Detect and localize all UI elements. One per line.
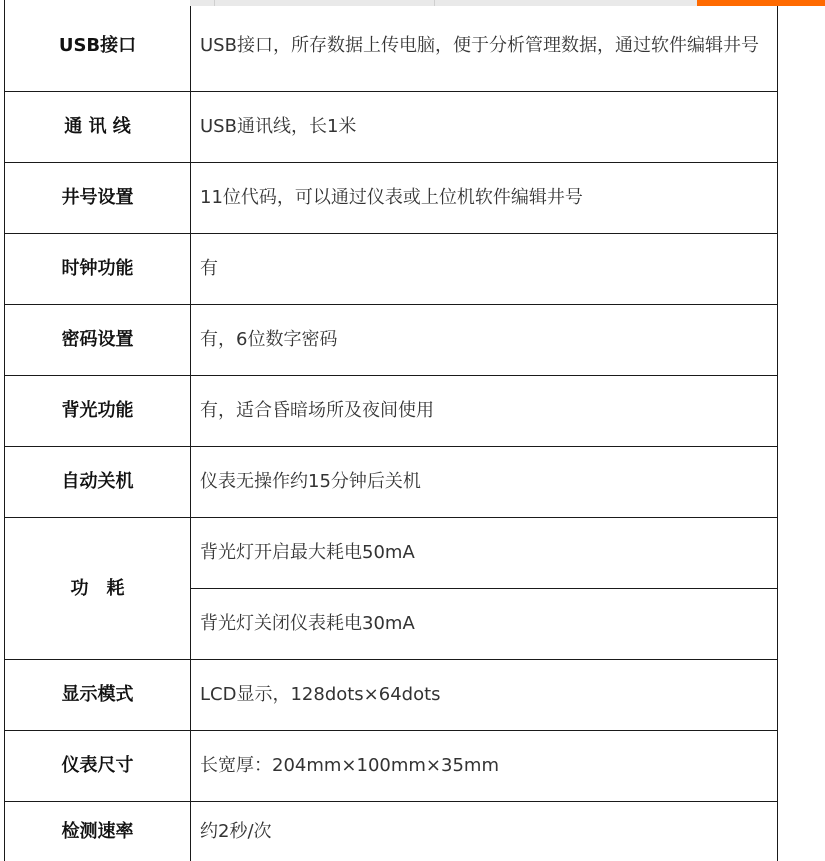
spec-value: 背光灯关闭仪表耗电30mA (191, 588, 778, 659)
spec-value: 约2秒/次 (191, 801, 778, 861)
spec-row-well-number (5, 162, 778, 233)
spec-row-auto-off (5, 446, 778, 517)
spec-value: USB通讯线，长1米 (191, 91, 778, 162)
spec-value: 背光灯开启最大耗电50mA (191, 517, 778, 588)
spec-row-usb-port (5, 0, 778, 91)
spec-row-power-consumption (5, 517, 778, 588)
spec-row-display-mode (5, 659, 778, 730)
spec-label: 仪表尺寸 (5, 730, 191, 801)
top-tab-segment[interactable] (215, 0, 435, 6)
spec-row-cable (5, 91, 778, 162)
spec-label: 自动关机 (5, 446, 191, 517)
spec-label: 时钟功能 (5, 233, 191, 304)
top-tab-segment[interactable] (190, 0, 215, 6)
spec-label: 密码设置 (5, 304, 191, 375)
spec-value: 仪表无操作约15分钟后关机 (191, 446, 778, 517)
spec-label: 功 耗 (5, 517, 191, 659)
spec-value: 有，适合昏暗场所及夜间使用 (191, 375, 778, 446)
spec-value: 11位代码，可以通过仪表或上位机软件编辑井号 (191, 162, 778, 233)
spec-label: USB接口 (5, 0, 191, 91)
spec-label: 显示模式 (5, 659, 191, 730)
spec-value: 有 (191, 233, 778, 304)
spec-label: 背光功能 (5, 375, 191, 446)
spec-row-dimensions (5, 730, 778, 801)
spec-value: USB接口，所存数据上传电脑，便于分析管理数据，通过软件编辑井号 (191, 0, 778, 91)
spec-row-clock (5, 233, 778, 304)
spec-label: 通 讯 线 (5, 91, 191, 162)
spec-label: 检测速率 (5, 801, 191, 861)
top-accent-bar[interactable] (697, 0, 825, 6)
spec-row-detection-rate (5, 801, 778, 861)
top-tab-strip (190, 0, 697, 6)
spec-value: 有，6位数字密码 (191, 304, 778, 375)
spec-table (4, 0, 778, 861)
spec-row-backlight (5, 375, 778, 446)
spec-label: 井号设置 (5, 162, 191, 233)
spec-value: LCD显示，128dots×64dots (191, 659, 778, 730)
spec-value: 长宽厚：204mm×100mm×35mm (191, 730, 778, 801)
top-tab-segment[interactable] (435, 0, 697, 6)
spec-row-password (5, 304, 778, 375)
